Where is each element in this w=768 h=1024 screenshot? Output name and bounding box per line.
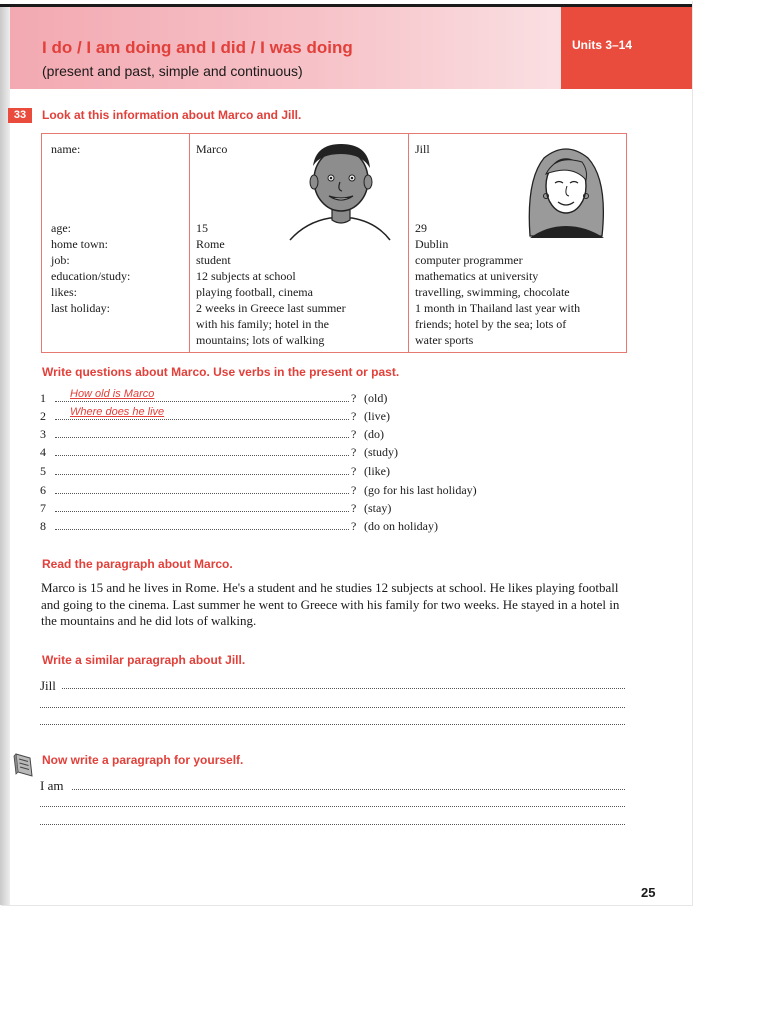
label-home-town: home town: bbox=[51, 237, 108, 251]
question-row bbox=[40, 462, 510, 480]
question-number: 4 bbox=[40, 445, 46, 459]
marco-home-town: Rome bbox=[196, 237, 225, 251]
question-answer: How old is Marco bbox=[70, 388, 155, 400]
jill-job: computer programmer bbox=[415, 253, 523, 267]
question-number: 7 bbox=[40, 501, 46, 515]
question-answer-line[interactable] bbox=[55, 437, 349, 438]
question-mark: ? bbox=[351, 391, 357, 405]
question-number: 6 bbox=[40, 483, 46, 497]
question-mark: ? bbox=[351, 501, 357, 515]
question-number: 8 bbox=[40, 519, 46, 533]
jill-education: mathematics at university bbox=[415, 269, 539, 283]
marco-name: Marco bbox=[196, 142, 228, 156]
question-hint: (study) bbox=[364, 445, 398, 459]
notebook-icon bbox=[13, 752, 35, 778]
question-mark: ? bbox=[351, 445, 357, 459]
question-answer-line[interactable] bbox=[55, 529, 349, 530]
label-age: age: bbox=[51, 221, 71, 235]
marco-job: student bbox=[196, 253, 231, 267]
question-answer-line[interactable] bbox=[55, 511, 349, 512]
labels-list bbox=[51, 220, 130, 316]
question-mark: ? bbox=[351, 409, 357, 423]
yourself-instruction: Now write a paragraph for yourself. bbox=[42, 753, 244, 767]
jill-holiday-line-2: friends; hotel by the sea; lots of bbox=[415, 317, 567, 331]
marco-likes: playing football, cinema bbox=[196, 285, 313, 299]
question-answer-line[interactable] bbox=[55, 493, 349, 494]
question-number: 3 bbox=[40, 427, 46, 441]
marco-age: 15 bbox=[196, 221, 208, 235]
question-row bbox=[40, 389, 510, 407]
jill-holiday-line-3: water sports bbox=[415, 333, 474, 347]
question-hint: (stay) bbox=[364, 501, 392, 515]
question-number: 2 bbox=[40, 409, 46, 423]
question-mark: ? bbox=[351, 483, 357, 497]
jill-portrait-icon bbox=[516, 140, 616, 240]
writing-line[interactable] bbox=[72, 789, 625, 790]
writing-line[interactable] bbox=[40, 707, 625, 708]
book-spine-shadow bbox=[0, 7, 10, 905]
question-row bbox=[40, 407, 510, 425]
writing-line[interactable] bbox=[40, 806, 625, 807]
label-likes: likes: bbox=[51, 285, 77, 299]
jill-home-town: Dublin bbox=[415, 237, 449, 251]
writing-line[interactable] bbox=[62, 688, 625, 689]
label-name: name: bbox=[51, 142, 81, 156]
question-hint: (do) bbox=[364, 427, 384, 441]
marco-portrait-icon bbox=[286, 138, 396, 242]
question-answer-line[interactable] bbox=[55, 474, 349, 475]
question-mark: ? bbox=[351, 464, 357, 478]
units-label: Units 3–14 bbox=[572, 38, 633, 52]
question-hint: (old) bbox=[364, 391, 388, 405]
writing-line[interactable] bbox=[40, 824, 625, 825]
question-answer: Where does he live bbox=[70, 406, 165, 418]
page-number: 25 bbox=[641, 885, 656, 900]
jill-age: 29 bbox=[415, 221, 427, 235]
question-row bbox=[40, 499, 510, 517]
question-row bbox=[40, 481, 510, 499]
question-row bbox=[40, 443, 510, 461]
marco-holiday-line-3: mountains; lots of walking bbox=[196, 333, 325, 347]
intro-instruction: Look at this information about Marco and Jill. bbox=[42, 108, 302, 122]
question-answer-line[interactable] bbox=[55, 419, 349, 420]
marco-holiday-line-2: with his family; hotel in the bbox=[196, 317, 329, 331]
read-instruction: Read the paragraph about Marco. bbox=[42, 557, 233, 571]
marco-paragraph: Marco is 15 and he lives in Rome. He's a student and he studies 12 subjects at school. He likes playing football and going to the cinema. Last summer he went to Greece with his family for two weeks. He stayed in a hotel in the mountains and he did lots of walking. bbox=[41, 580, 620, 628]
question-row bbox=[40, 425, 510, 443]
info-table bbox=[41, 133, 627, 353]
exercise-number: 33 bbox=[8, 108, 32, 123]
question-number: 5 bbox=[40, 464, 46, 478]
question-answer-line[interactable] bbox=[55, 455, 349, 456]
jill-holiday-line-1: 1 month in Thailand last year with bbox=[415, 301, 581, 315]
question-hint: (like) bbox=[364, 464, 390, 478]
jill-likes: travelling, swimming, chocolate bbox=[415, 285, 570, 299]
question-row bbox=[40, 517, 510, 535]
page-title: I do / I am doing and I did / I was doing bbox=[42, 38, 353, 57]
question-number: 1 bbox=[40, 391, 46, 405]
question-mark: ? bbox=[351, 427, 357, 441]
marco-holiday-line-1: 2 weeks in Greece last summer bbox=[196, 301, 346, 315]
question-mark: ? bbox=[351, 519, 357, 533]
label-job: job: bbox=[51, 253, 70, 267]
marco-education: 12 subjects at school bbox=[196, 269, 296, 283]
yourself-start-word: I am bbox=[40, 778, 64, 793]
questions-instruction: Write questions about Marco. Use verbs in the present or past. bbox=[42, 365, 400, 379]
question-hint: (go for his last holiday) bbox=[364, 483, 477, 497]
jill-instruction: Write a similar paragraph about Jill. bbox=[42, 653, 246, 667]
jill-name: Jill bbox=[415, 142, 430, 156]
jill-start-word: Jill bbox=[40, 678, 56, 693]
label-last-holiday: last holiday: bbox=[51, 301, 110, 315]
writing-line[interactable] bbox=[40, 724, 625, 725]
label-education: education/study: bbox=[51, 269, 131, 283]
question-hint: (do on holiday) bbox=[364, 519, 438, 533]
page-subtitle: (present and past, simple and continuous) bbox=[42, 63, 303, 79]
question-answer-line[interactable] bbox=[55, 401, 349, 402]
question-hint: (live) bbox=[364, 409, 390, 423]
